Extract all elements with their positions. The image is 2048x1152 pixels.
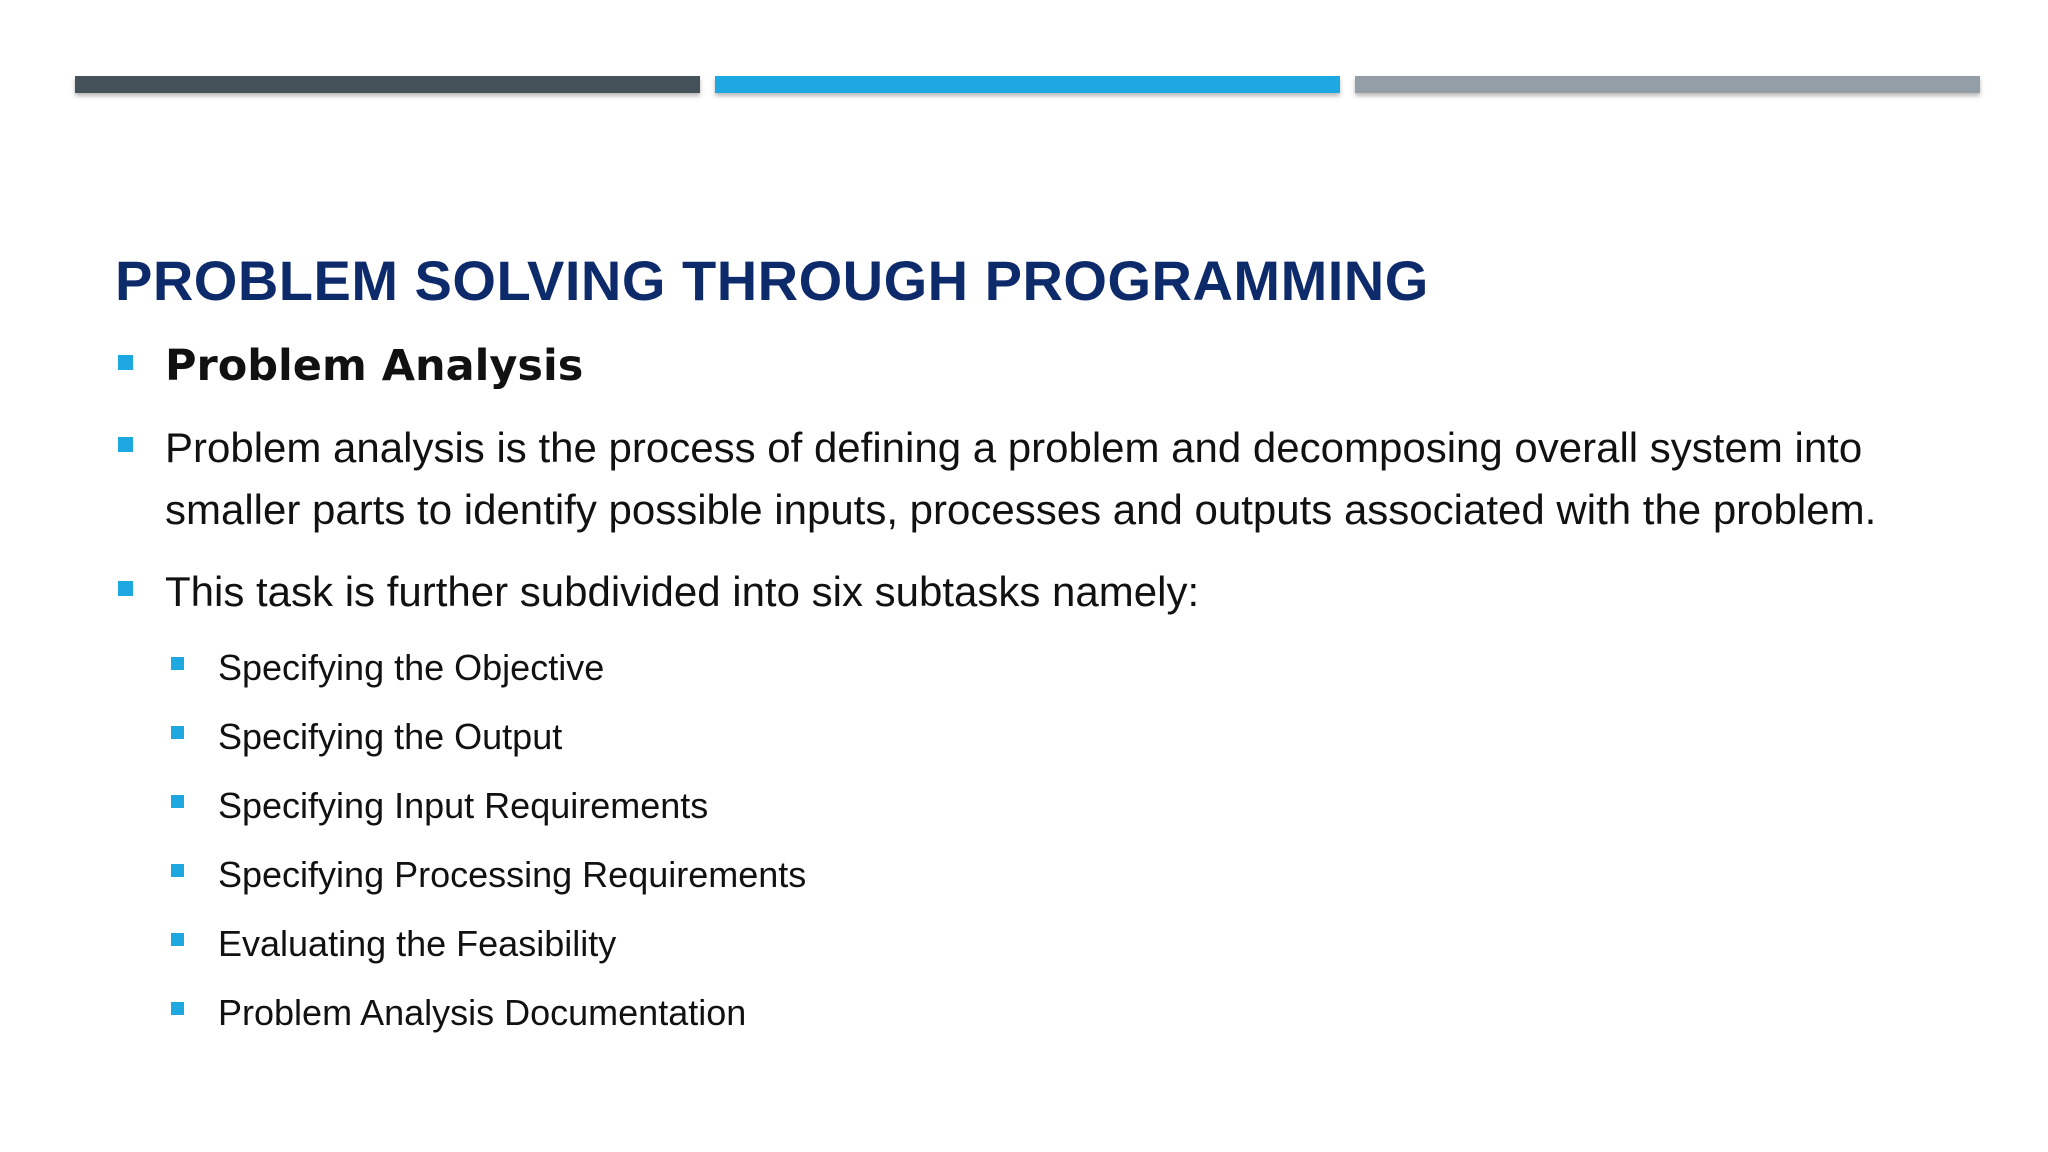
- square-bullet-icon: [118, 581, 133, 596]
- subtask-item: [115, 702, 1975, 771]
- subtask-item: [115, 909, 1975, 978]
- square-bullet-icon: [171, 657, 184, 670]
- subtask-text: Specifying Input Requirements: [218, 785, 709, 826]
- subtask-text: Specifying Processing Requirements: [218, 854, 807, 895]
- subtask-item: [115, 771, 1975, 840]
- subtask-item: [115, 633, 1975, 702]
- accent-bar-dark: [75, 76, 700, 93]
- square-bullet-icon: [171, 726, 184, 739]
- bullet-text: Problem Analysis: [165, 341, 584, 391]
- square-bullet-icon: [171, 933, 184, 946]
- subtask-text: Specifying the Output: [218, 716, 563, 757]
- subtask-list: [165, 633, 1975, 1047]
- bullet-list: [115, 335, 1975, 1047]
- bullet-item: [115, 335, 1975, 397]
- subtask-text: Evaluating the Feasibility: [218, 923, 617, 964]
- bullet-text: Problem analysis is the process of defining a problem and decomposing overall system into smaller parts to identify possible inputs, processes and outputs associated with the problem.: [165, 424, 1877, 533]
- subtask-item: [115, 978, 1975, 1047]
- accent-bar-blue: [715, 76, 1340, 93]
- square-bullet-icon: [118, 437, 133, 452]
- square-bullet-icon: [171, 795, 184, 808]
- subtask-text: Specifying the Objective: [218, 647, 605, 688]
- bullet-item: [115, 417, 1975, 541]
- subtask-item: [115, 840, 1975, 909]
- square-bullet-icon: [171, 864, 184, 877]
- accent-bar-gray: [1355, 76, 1980, 93]
- square-bullet-icon: [171, 1002, 184, 1015]
- square-bullet-icon: [118, 355, 133, 370]
- slide-title: PROBLEM SOLVING THROUGH PROGRAMMING: [115, 249, 1429, 312]
- subtask-text: Problem Analysis Documentation: [218, 992, 747, 1033]
- bullet-item: [115, 561, 1975, 1047]
- bullet-text: This task is further subdivided into six subtasks namely:: [165, 568, 1200, 615]
